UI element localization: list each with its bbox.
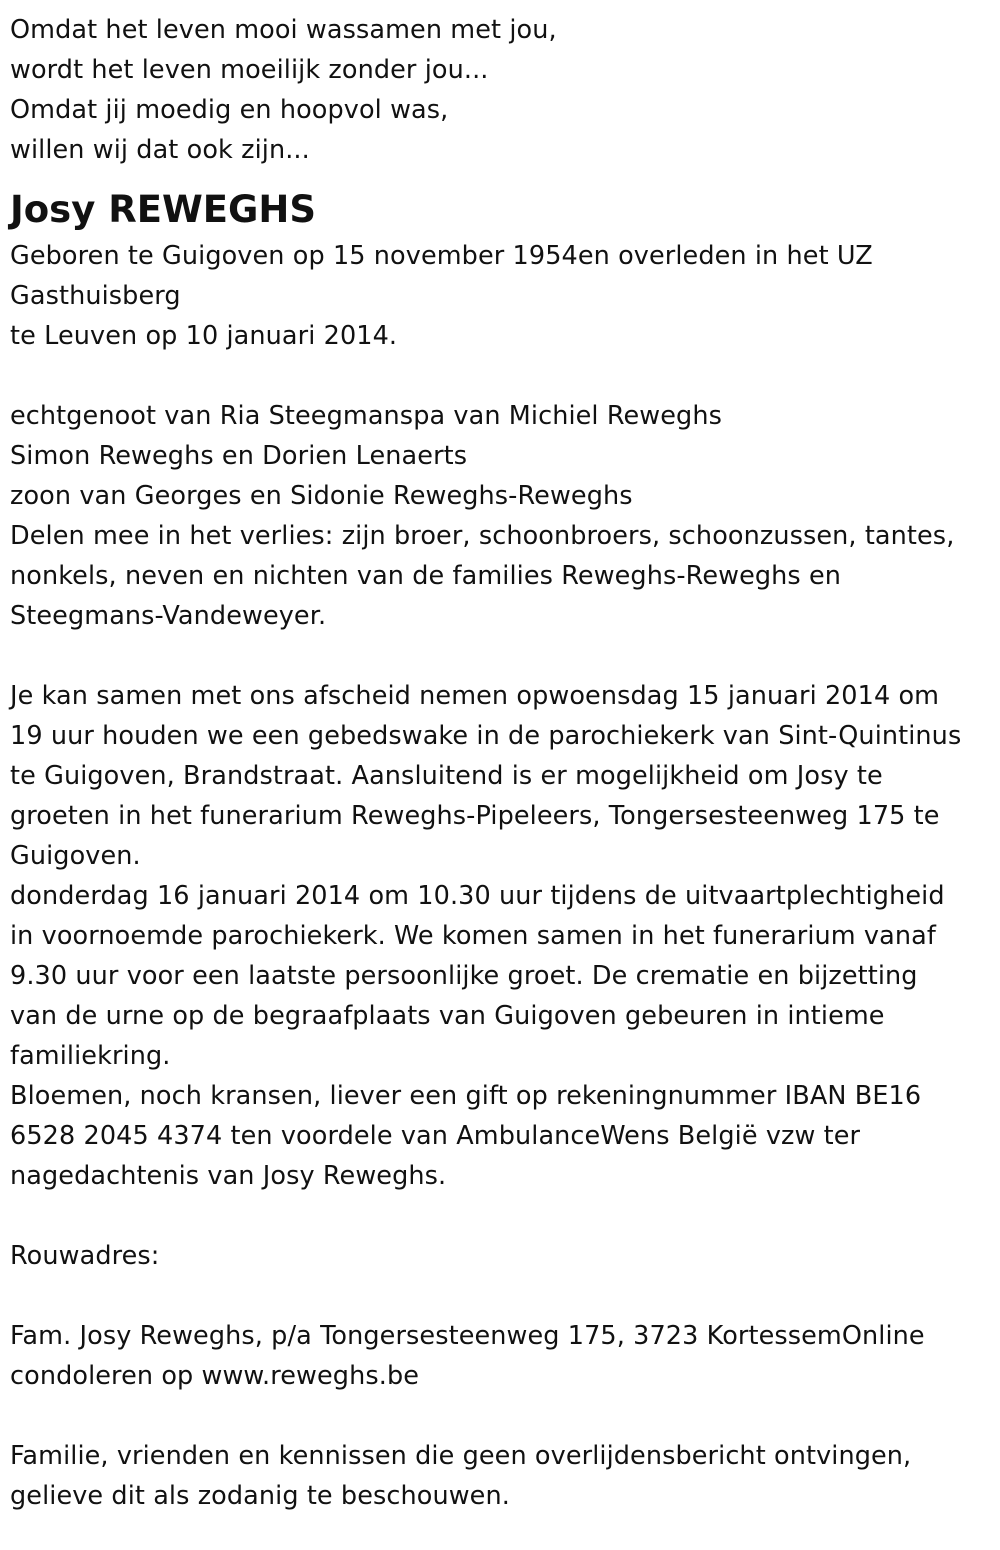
spacer xyxy=(10,1276,990,1316)
ceremony-line: nagedachtenis van Josy Reweghs. xyxy=(10,1161,447,1191)
birth-death-line: te Leuven op 10 januari 2014. xyxy=(10,321,398,351)
poem-line: wordt het leven moeilijk zonder jou... xyxy=(10,55,489,85)
ceremony-line: 19 uur houden we een gebedswake in de parochiekerk van Sint-Quintinus xyxy=(10,721,962,751)
poem-line: Omdat het leven mooi wassamen met jou, xyxy=(10,15,557,45)
ceremony-line: te Guigoven, Brandstraat. Aansluitend is er mogelijkheid om Josy te xyxy=(10,761,883,791)
ceremony-line: familiekring. xyxy=(10,1041,171,1071)
closing-block xyxy=(10,1436,990,1516)
closing-line: gelieve dit als zodanig te beschouwen. xyxy=(10,1481,510,1511)
family-line: nonkels, neven en nichten van de families Reweghs-Reweghs en xyxy=(10,561,842,591)
address-line: Fam. Josy Reweghs, p/a Tongersesteenweg 175, 3723 KortessemOnline xyxy=(10,1321,925,1351)
ceremony-line: Bloemen, noch kransen, liever een gift op rekeningnummer IBAN BE16 xyxy=(10,1081,922,1111)
ceremony-line: groeten in het funerarium Reweghs-Pipeleers, Tongersesteenweg 175 te xyxy=(10,801,940,831)
family-line: Delen mee in het verlies: zijn broer, schoonbroers, schoonzussen, tantes, xyxy=(10,521,955,551)
spacer xyxy=(10,1196,990,1236)
closing-line: Familie, vrienden en kennissen die geen overlijdensbericht ontvingen, xyxy=(10,1441,912,1471)
family-line: Simon Reweghs en Dorien Lenaerts xyxy=(10,441,468,471)
family-block xyxy=(10,396,990,636)
birth-death-line: Geboren te Guigoven op 15 november 1954en overleden in het UZ xyxy=(10,241,873,271)
ceremony-line: van de urne op de begraafplaats van Guigoven gebeuren in intieme xyxy=(10,1001,885,1031)
deceased-name: Josy REWEGHS xyxy=(10,188,317,231)
ceremony-line: Guigoven. xyxy=(10,841,141,871)
address-line: condoleren op www.reweghs.be xyxy=(10,1361,420,1391)
spacer xyxy=(10,1396,990,1436)
ceremony-line: Je kan samen met ons afscheid nemen opwoensdag 15 januari 2014 om xyxy=(10,681,940,711)
spacer xyxy=(10,356,990,396)
spacer xyxy=(10,636,990,676)
ceremony-line: donderdag 16 januari 2014 om 10.30 uur tijdens de uitvaartplechtigheid xyxy=(10,881,945,911)
poem-line: Omdat jij moedig en hoopvol was, xyxy=(10,95,449,125)
rouwadres-label: Rouwadres: xyxy=(10,1241,160,1271)
poem-line: willen wij dat ook zijn... xyxy=(10,135,310,165)
family-line: Steegmans-Vandeweyer. xyxy=(10,601,327,631)
family-line: zoon van Georges en Sidonie Reweghs-Reweghs xyxy=(10,481,633,511)
ceremony-line: in voornoemde parochiekerk. We komen samen in het funerarium vanaf xyxy=(10,921,936,951)
ceremony-line: 6528 2045 4374 ten voordele van AmbulanceWens België vzw ter xyxy=(10,1121,861,1151)
ceremony-block xyxy=(10,676,990,1196)
birth-death-block xyxy=(10,236,990,356)
ceremony-line: 9.30 uur voor een laatste persoonlijke groet. De crematie en bijzetting xyxy=(10,961,918,991)
address-block xyxy=(10,1316,990,1396)
family-line: echtgenoot van Ria Steegmanspa van Michiel Reweghs xyxy=(10,401,722,431)
poem-block xyxy=(10,10,990,170)
birth-death-line: Gasthuisberg xyxy=(10,281,181,311)
